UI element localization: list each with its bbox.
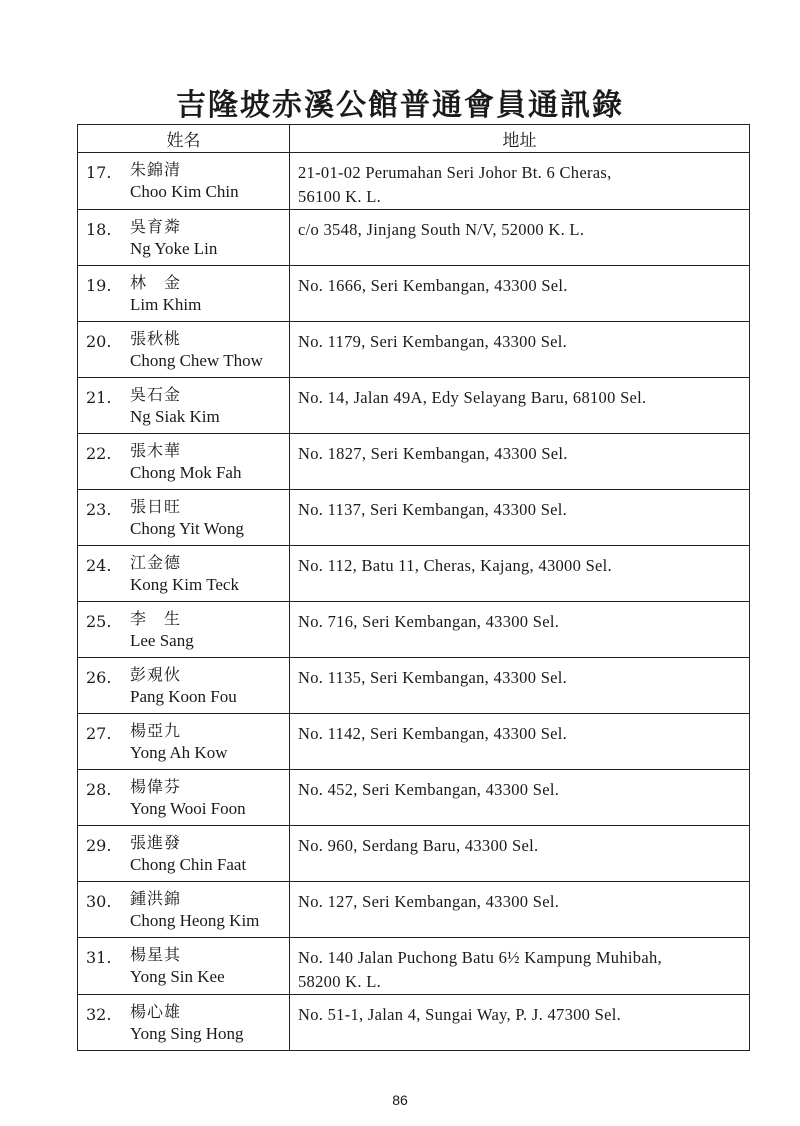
member-chinese-name: 江金德	[130, 553, 182, 572]
address-line: No. 14, Jalan 49A, Edy Selayang Baru, 68100 Sel.	[298, 388, 647, 407]
member-rows	[78, 153, 750, 1051]
member-number: 31.	[86, 948, 112, 967]
member-names	[130, 832, 246, 876]
member-names	[130, 384, 220, 428]
address-column-header: 地址	[290, 125, 750, 153]
address-line: c/o 3548, Jinjang South N/V, 52000 K. L.	[298, 220, 585, 239]
member-english-name: Chong Chin Faat	[130, 855, 247, 874]
table-row	[78, 153, 750, 210]
table-row	[78, 378, 750, 434]
name-column-header: 姓名	[78, 125, 290, 153]
member-number: 30.	[86, 892, 112, 911]
member-chinese-name: 吳石金	[130, 385, 182, 404]
table-row	[78, 266, 750, 322]
member-names	[130, 608, 194, 652]
member-english-name: Yong Sin Kee	[130, 967, 225, 986]
address-line: No. 127, Seri Kembangan, 43300 Sel.	[298, 892, 560, 911]
member-address-cell	[290, 938, 750, 995]
member-english-name: Ng Siak Kim	[130, 407, 220, 426]
page-title: 吉隆坡赤溪公館普通會員通訊錄	[176, 88, 624, 123]
member-number: 26.	[86, 668, 112, 687]
member-number: 19.	[86, 276, 112, 295]
member-name-cell	[78, 770, 290, 826]
address-line: No. 1135, Seri Kembangan, 43300 Sel.	[298, 668, 568, 687]
member-english-name: Ng Yoke Lin	[130, 239, 218, 258]
member-chinese-name: 張日旺	[130, 497, 182, 516]
table-row	[78, 546, 750, 602]
member-name-cell	[78, 882, 290, 938]
member-address-cell	[290, 602, 750, 658]
member-english-name: Chong Mok Fah	[130, 463, 242, 482]
member-address-cell	[290, 826, 750, 882]
table-row	[78, 434, 750, 490]
member-english-name: Lee Sang	[130, 631, 194, 650]
member-english-name: Choo Kim Chin	[130, 182, 239, 201]
member-chinese-name: 張秋桃	[130, 329, 182, 348]
table-row	[78, 322, 750, 378]
member-english-name: Chong Chew Thow	[130, 351, 263, 370]
member-name-cell	[78, 378, 290, 434]
member-names	[130, 159, 239, 203]
member-address-cell	[290, 995, 750, 1051]
member-number: 22.	[86, 444, 112, 463]
member-name-cell	[78, 602, 290, 658]
member-number: 32.	[86, 1005, 112, 1024]
member-names	[130, 664, 237, 708]
member-english-name: Kong Kim Teck	[130, 575, 239, 594]
member-name-cell	[78, 322, 290, 378]
member-directory-table	[77, 124, 750, 1051]
member-number: 20.	[86, 332, 112, 351]
member-name-cell	[78, 153, 290, 210]
member-names	[130, 944, 225, 988]
member-address-cell	[290, 882, 750, 938]
member-address-cell	[290, 210, 750, 266]
member-chinese-name: 彭覌伙	[130, 665, 182, 684]
table-row	[78, 882, 750, 938]
member-number: 28.	[86, 780, 112, 799]
member-address-cell	[290, 153, 750, 210]
member-names	[130, 720, 227, 764]
member-names	[130, 496, 244, 540]
address-line: No. 112, Batu 11, Cheras, Kajang, 43000 Sel.	[298, 556, 612, 575]
address-line: No. 452, Seri Kembangan, 43300 Sel.	[298, 780, 560, 799]
member-name-cell	[78, 658, 290, 714]
member-english-name: Yong Ah Kow	[130, 743, 228, 762]
table-header-row	[78, 125, 750, 153]
member-chinese-name: 吳育粦	[130, 217, 182, 236]
member-address-cell	[290, 770, 750, 826]
address-line: No. 140 Jalan Puchong Batu 6½ Kampung Muhibah,	[298, 948, 662, 967]
member-address-cell	[290, 490, 750, 546]
table-row	[78, 602, 750, 658]
table-row	[78, 714, 750, 770]
member-number: 23.	[86, 500, 112, 519]
member-chinese-name: 林 金	[130, 273, 182, 292]
member-number: 21.	[86, 388, 112, 407]
member-english-name: Pang Koon Fou	[130, 687, 237, 706]
member-address-cell	[290, 714, 750, 770]
member-chinese-name: 楊偉芬	[130, 777, 182, 796]
address-line: 58200 K. L.	[298, 972, 382, 991]
member-names	[130, 440, 241, 484]
member-name-cell	[78, 938, 290, 995]
member-names	[130, 552, 239, 596]
member-english-name: Chong Yit Wong	[130, 519, 244, 538]
member-address-cell	[290, 546, 750, 602]
member-address-cell	[290, 434, 750, 490]
member-english-name: Yong Sing Hong	[130, 1024, 244, 1043]
table-row	[78, 770, 750, 826]
table-row	[78, 938, 750, 995]
member-number: 18.	[86, 220, 112, 239]
member-address-cell	[290, 378, 750, 434]
member-english-name: Yong Wooi Foon	[130, 799, 246, 818]
table-row	[78, 210, 750, 266]
member-chinese-name: 楊心雄	[130, 1002, 182, 1021]
member-names	[130, 888, 259, 932]
member-number: 17.	[86, 163, 112, 182]
member-english-name: Chong Heong Kim	[130, 911, 260, 930]
page-number: 86	[392, 1092, 408, 1108]
address-line: 21-01-02 Perumahan Seri Johor Bt. 6 Cheras,	[298, 163, 612, 182]
table-row	[78, 826, 750, 882]
address-line: No. 960, Serdang Baru, 43300 Sel.	[298, 836, 539, 855]
member-name-cell	[78, 826, 290, 882]
member-number: 25.	[86, 612, 112, 631]
address-line: No. 1666, Seri Kembangan, 43300 Sel.	[298, 276, 568, 295]
address-line: No. 51-1, Jalan 4, Sungai Way, P. J. 47300 Sel.	[298, 1005, 622, 1024]
member-chinese-name: 楊亞九	[130, 721, 182, 740]
member-chinese-name: 楊星其	[130, 945, 182, 964]
member-name-cell	[78, 210, 290, 266]
address-line: No. 1827, Seri Kembangan, 43300 Sel.	[298, 444, 568, 463]
table-row	[78, 995, 750, 1051]
member-names	[130, 272, 201, 316]
table-row	[78, 490, 750, 546]
member-name-cell	[78, 546, 290, 602]
member-name-cell	[78, 266, 290, 322]
member-chinese-name: 張木華	[130, 441, 182, 460]
address-line: 56100 K. L.	[298, 187, 382, 206]
address-line: No. 1179, Seri Kembangan, 43300 Sel.	[298, 332, 568, 351]
table-row	[78, 658, 750, 714]
member-chinese-name: 朱錦清	[130, 160, 182, 179]
member-chinese-name: 李 生	[130, 609, 182, 628]
member-names	[130, 1001, 244, 1045]
member-names	[130, 216, 217, 260]
member-address-cell	[290, 266, 750, 322]
member-number: 27.	[86, 724, 112, 743]
member-chinese-name: 鍾洪錦	[130, 889, 182, 908]
member-address-cell	[290, 322, 750, 378]
member-names	[130, 776, 246, 820]
member-name-cell	[78, 490, 290, 546]
member-name-cell	[78, 995, 290, 1051]
member-chinese-name: 張進發	[130, 833, 182, 852]
member-number: 29.	[86, 836, 112, 855]
member-number: 24.	[86, 556, 112, 575]
address-line: No. 1142, Seri Kembangan, 43300 Sel.	[298, 724, 568, 743]
member-english-name: Lim Khim	[130, 295, 202, 314]
member-name-cell	[78, 714, 290, 770]
member-names	[130, 328, 263, 372]
address-line: No. 716, Seri Kembangan, 43300 Sel.	[298, 612, 560, 631]
member-address-cell	[290, 658, 750, 714]
address-line: No. 1137, Seri Kembangan, 43300 Sel.	[298, 500, 568, 519]
member-name-cell	[78, 434, 290, 490]
